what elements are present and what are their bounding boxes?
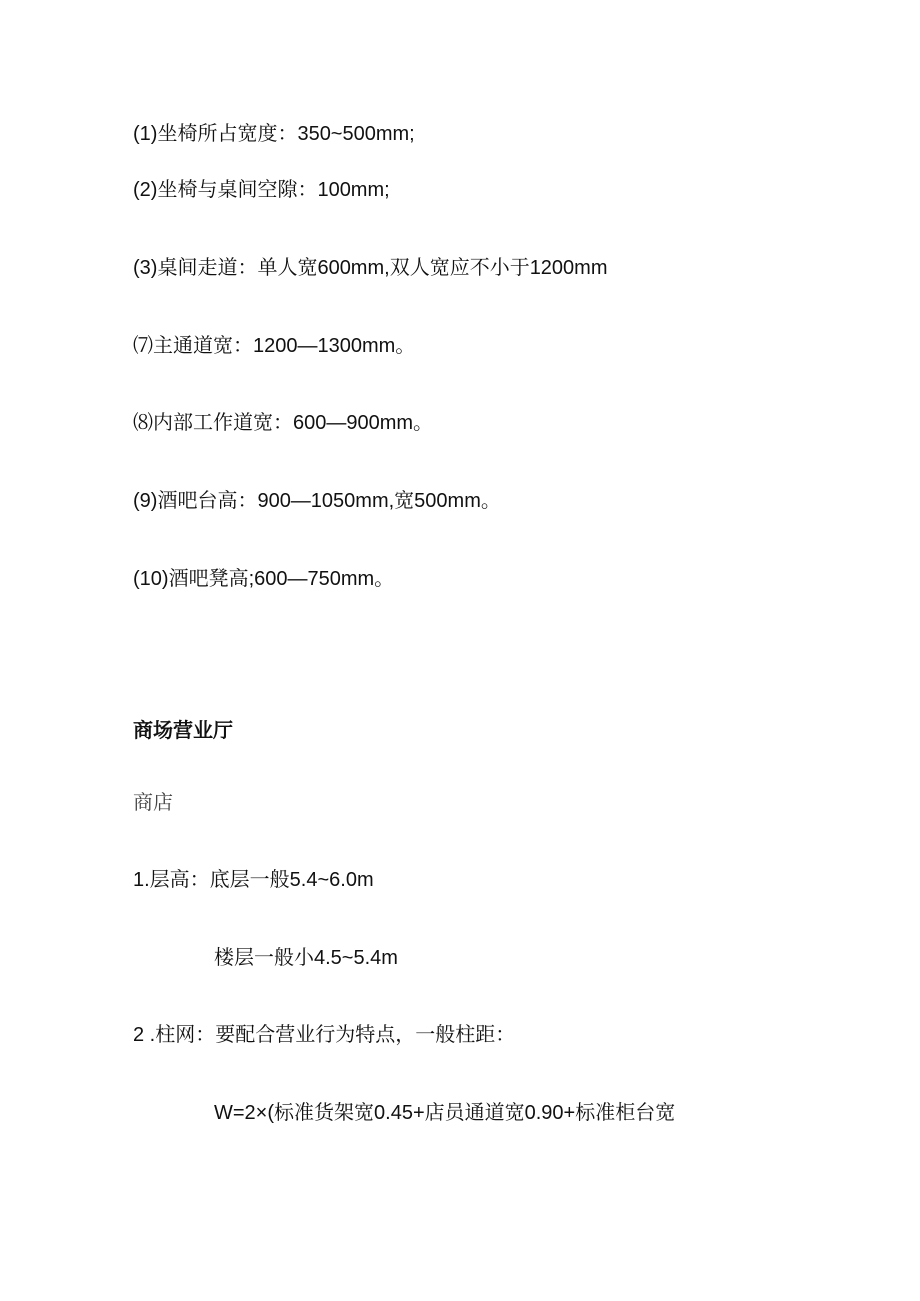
section-subtitle: 商店 <box>133 792 173 814</box>
spec-item-2: (2)坐椅与桌间空隙：100mm; <box>133 179 390 201</box>
floor-height-line: 1.层高：底层一般5.4~6.0m <box>133 869 374 891</box>
spec-item-1: (1)坐椅所占宽度：350~500mm; <box>133 123 415 145</box>
formula-line: W=2×(标准货架宽0.45+店员通道宽0.90+标准柜台宽 <box>214 1102 676 1124</box>
spec-item-7: ⑺主通道宽：1200—1300mm。 <box>133 335 416 357</box>
spec-item-3: (3)桌间走道：单人宽600mm,双人宽应不小于1200mm <box>133 257 608 279</box>
column-grid-line: 2 .柱网：要配合营业行为特点，一般柱距： <box>133 1024 516 1046</box>
spec-item-10: (10)酒吧凳高;600—750mm。 <box>133 568 395 590</box>
upper-floor-height-line: 楼层一般小4.5~5.4m <box>214 947 398 969</box>
section-title: 商场营业厅 <box>133 720 233 742</box>
spec-item-9: (9)酒吧台高：900—1050mm,宽500mm。 <box>133 490 501 512</box>
spec-item-8: ⑻内部工作道宽：600—900mm。 <box>133 412 434 434</box>
